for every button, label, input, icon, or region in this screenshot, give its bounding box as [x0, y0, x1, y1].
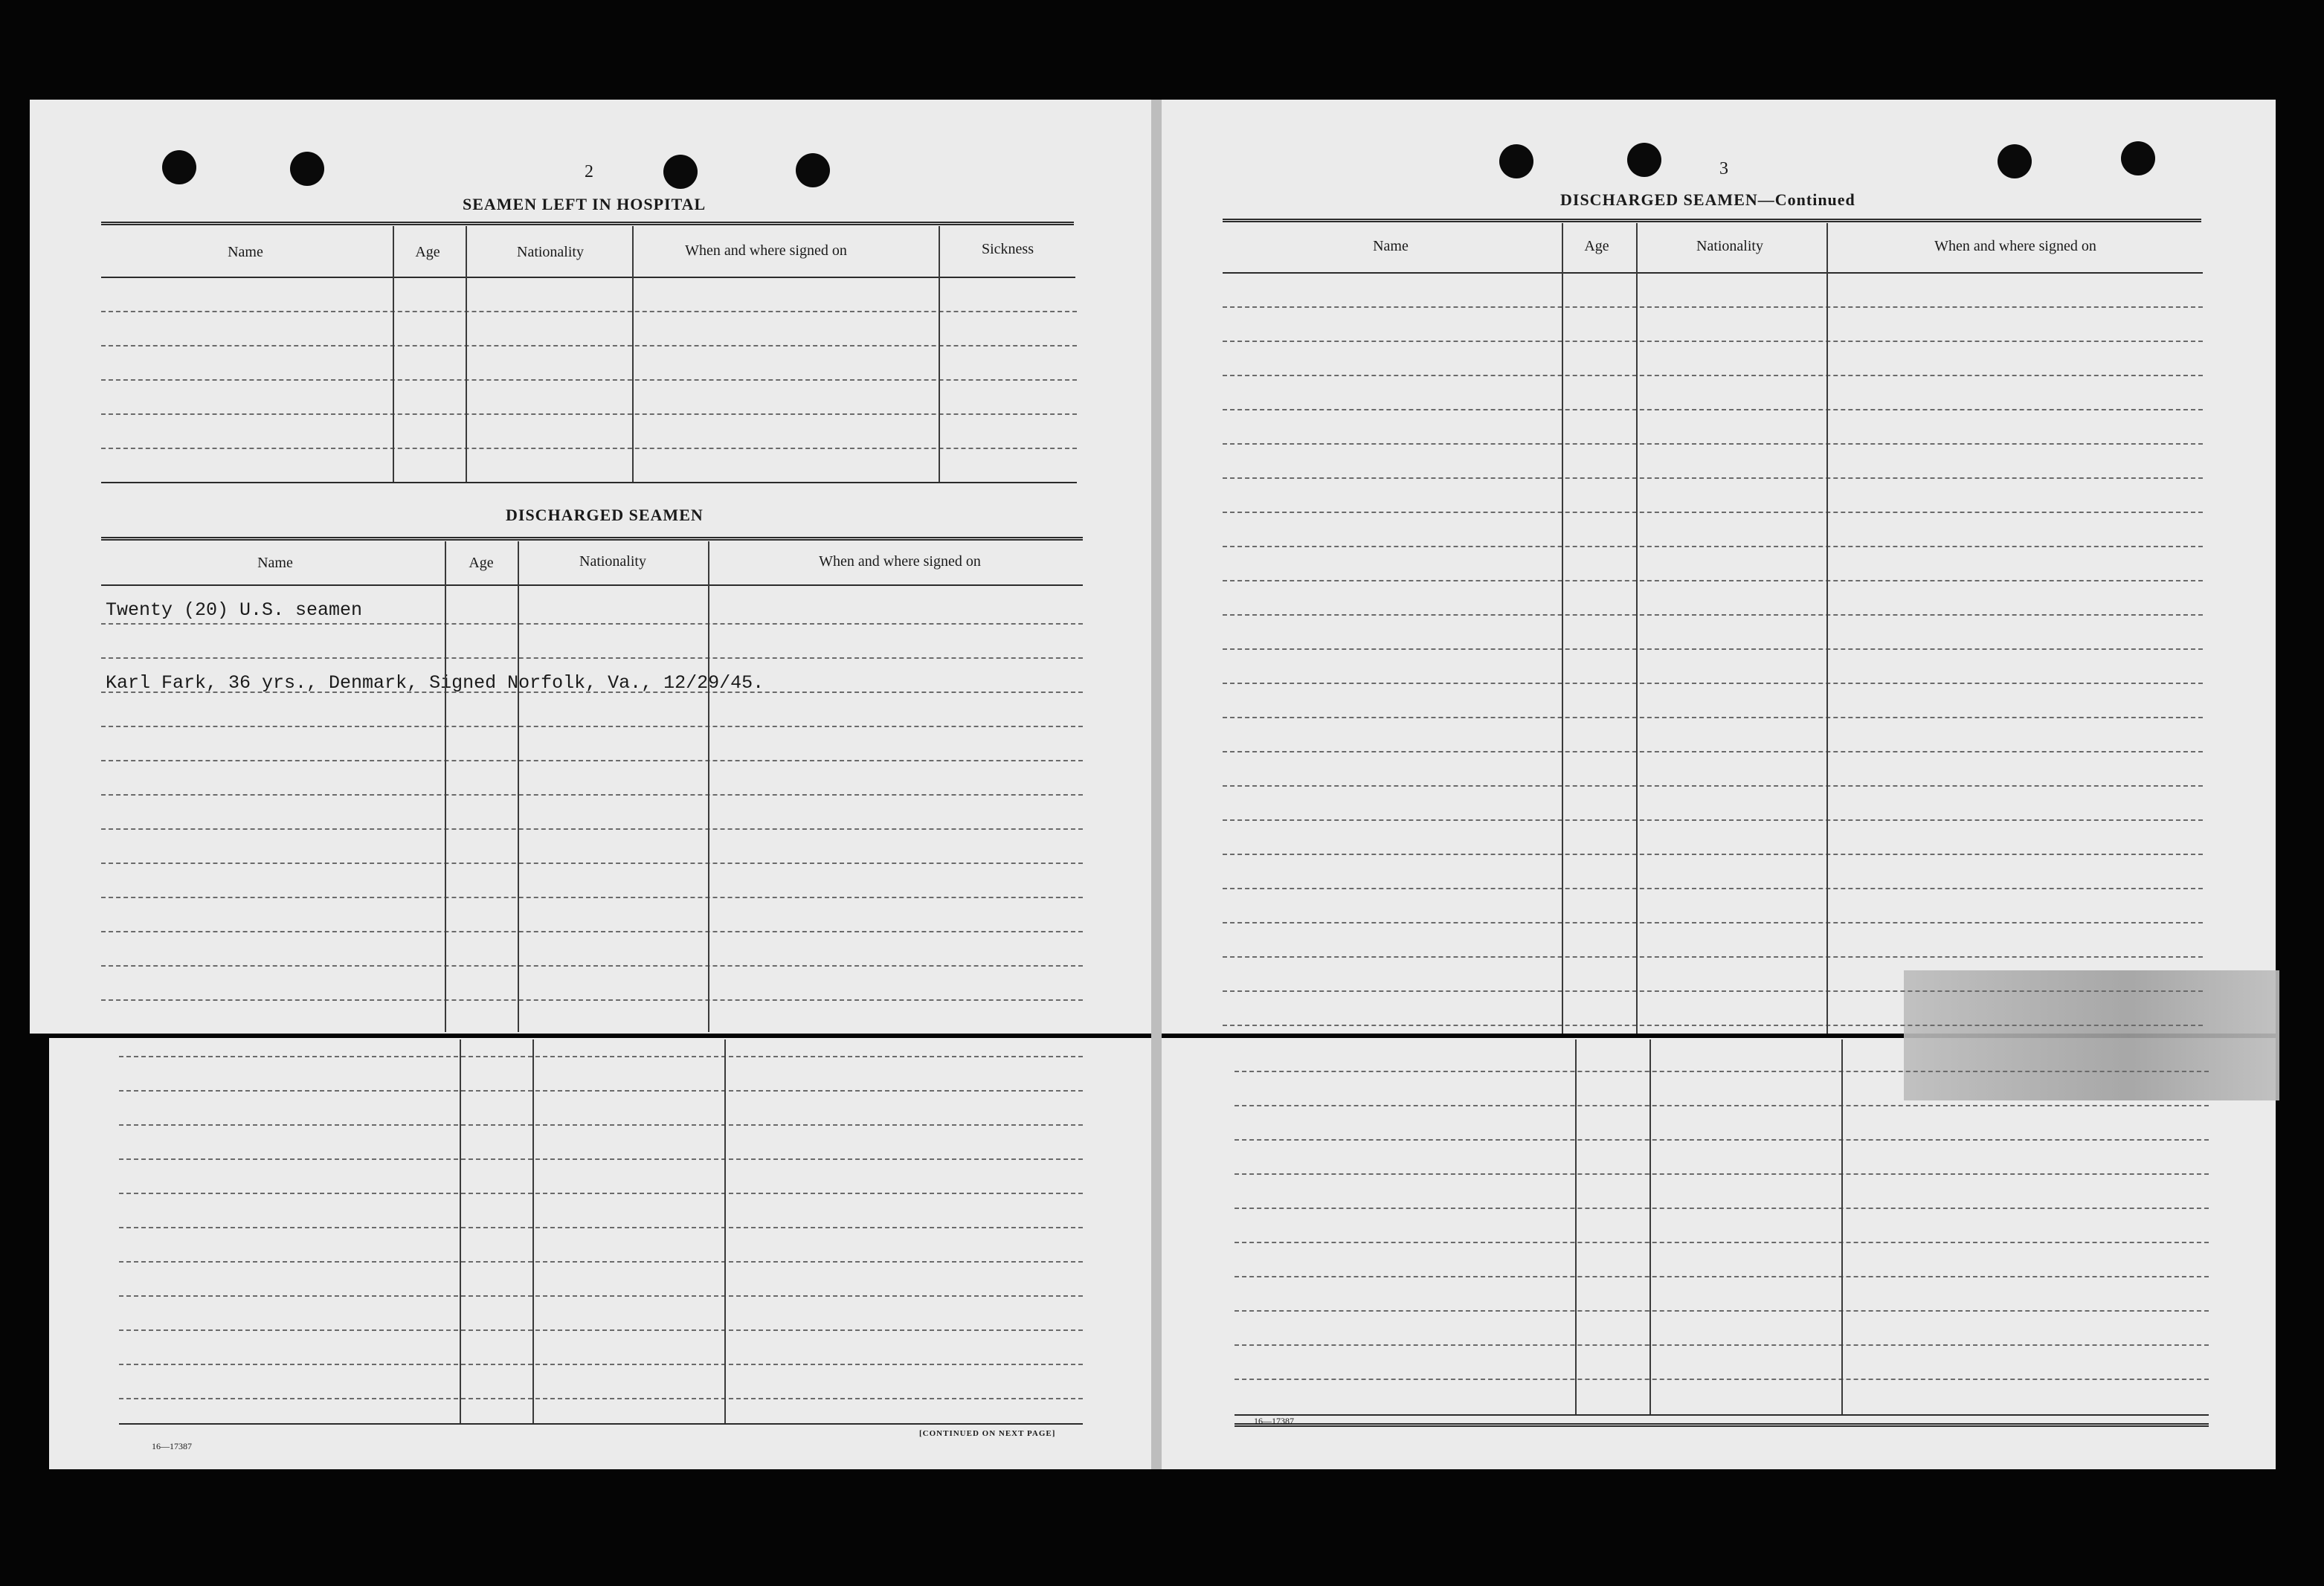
- table-top-rule: [101, 537, 1083, 543]
- row-line: [101, 623, 1083, 625]
- row-line: [119, 1329, 1083, 1331]
- column-header-name: Name: [1373, 238, 1409, 254]
- row-line: [101, 897, 1083, 898]
- column-header-age: Age: [1584, 238, 1609, 254]
- punch-hole: [290, 152, 324, 186]
- row-line: [1223, 614, 2203, 616]
- row-line: [1235, 1105, 2209, 1106]
- row-line: [1223, 409, 2203, 410]
- continued-note: [CONTINUED ON NEXT PAGE]: [919, 1429, 1056, 1438]
- row-line: [119, 1364, 1083, 1365]
- row-line: [119, 1295, 1083, 1297]
- punch-hole: [1499, 144, 1533, 178]
- header-rule: [101, 584, 1083, 586]
- center-fold: [1151, 100, 1162, 1469]
- punch-hole: [663, 155, 698, 189]
- column-divider: [1636, 223, 1638, 1034]
- row-line: [101, 379, 1077, 381]
- row-line: [1223, 648, 2203, 650]
- row-line: [119, 1398, 1083, 1399]
- table-bottom-rule: [101, 482, 1077, 483]
- row-line: [1235, 1310, 2209, 1312]
- row-line: [1223, 341, 2203, 342]
- row-line: [1223, 854, 2203, 855]
- column-divider: [1649, 1039, 1651, 1414]
- row-line: [101, 760, 1083, 761]
- row-line: [119, 1056, 1083, 1057]
- row-line: [119, 1124, 1083, 1126]
- row-line: [1223, 477, 2203, 479]
- row-line: [1223, 1025, 2203, 1026]
- punch-hole: [1627, 143, 1661, 177]
- row-line: [101, 345, 1077, 346]
- row-line: [101, 413, 1077, 415]
- column-divider: [518, 541, 519, 1032]
- row-line: [101, 657, 1083, 659]
- form-number: 16—17387: [152, 1441, 192, 1451]
- column-divider: [1826, 223, 1828, 1034]
- row-line: [119, 1090, 1083, 1092]
- row-line: [101, 863, 1083, 864]
- right-page-lower: [1160, 1038, 2276, 1469]
- column-divider: [1841, 1039, 1843, 1414]
- column-header-age: Age: [415, 244, 440, 260]
- row-line: [101, 999, 1083, 1001]
- row-line: [119, 1261, 1083, 1263]
- entry-karl-fark: Karl Fark, 36 yrs., Denmark, Signed Norfolk, Va., 12/29/45.: [106, 672, 765, 694]
- column-divider: [532, 1039, 534, 1423]
- row-line: [1223, 512, 2203, 513]
- row-line: [1223, 888, 2203, 889]
- row-line: [1223, 819, 2203, 821]
- row-line: [1235, 1139, 2209, 1141]
- row-line: [1223, 922, 2203, 923]
- row-line: [1223, 546, 2203, 547]
- row-line: [1223, 785, 2203, 787]
- table-bottom-rule: [1235, 1414, 2209, 1416]
- row-line: [1223, 306, 2203, 308]
- row-line: [1223, 683, 2203, 684]
- row-line: [1223, 717, 2203, 718]
- column-divider: [724, 1039, 726, 1423]
- row-line: [1223, 956, 2203, 958]
- punch-hole: [2121, 141, 2155, 175]
- section-title-discharged: DISCHARGED SEAMEN: [506, 506, 704, 524]
- row-line: [1223, 990, 2203, 992]
- form-number: 16—17387: [1254, 1416, 1294, 1426]
- column-header-nationality: Nationality: [517, 244, 584, 260]
- row-line: [101, 448, 1077, 449]
- table-bottom-rule: [1235, 1423, 2209, 1429]
- row-line: [101, 726, 1083, 727]
- column-divider: [1562, 223, 1563, 1034]
- punch-hole: [1998, 144, 2032, 178]
- page-number: 3: [1719, 159, 1728, 178]
- page-number: 2: [585, 162, 593, 181]
- row-line: [1235, 1208, 2209, 1209]
- header-rule: [1223, 272, 2203, 274]
- column-divider: [393, 226, 394, 482]
- header-rule: [101, 277, 1075, 278]
- column-divider: [939, 226, 940, 482]
- column-header-signed-on: When and where signed on: [819, 553, 981, 570]
- column-header-nationality: Nationality: [579, 553, 646, 570]
- row-line: [1223, 580, 2203, 581]
- torn-edge: [30, 471, 62, 548]
- section-title-hospital: SEAMEN LEFT IN HOSPITAL: [463, 195, 706, 213]
- row-line: [1235, 1071, 2209, 1072]
- row-line: [101, 828, 1083, 830]
- row-line: [101, 692, 1083, 693]
- entry-us-seamen: Twenty (20) U.S. seamen: [106, 599, 363, 621]
- row-line: [101, 931, 1083, 932]
- row-line: [101, 311, 1077, 312]
- column-header-age: Age: [469, 555, 494, 571]
- column-divider: [460, 1039, 461, 1423]
- column-divider: [1575, 1039, 1577, 1414]
- row-line: [119, 1227, 1083, 1228]
- column-header-signed-on: When and where signed on: [1934, 238, 2096, 254]
- row-line: [1223, 443, 2203, 445]
- row-line: [101, 794, 1083, 796]
- row-line: [1235, 1173, 2209, 1175]
- row-line: [1235, 1379, 2209, 1380]
- table-top-rule: [101, 222, 1074, 228]
- column-header-name: Name: [257, 555, 293, 571]
- row-line: [1223, 751, 2203, 752]
- row-line: [1235, 1276, 2209, 1277]
- section-title-discharged-continued: DISCHARGED SEAMEN—Continued: [1560, 190, 1855, 209]
- table-top-rule: [1223, 219, 2201, 225]
- column-header-name: Name: [228, 244, 263, 260]
- left-page-lower: [49, 1038, 1153, 1469]
- punch-hole: [162, 150, 196, 184]
- column-divider: [632, 226, 634, 482]
- row-line: [101, 965, 1083, 967]
- row-line: [119, 1193, 1083, 1194]
- row-line: [1235, 1242, 2209, 1243]
- punch-hole: [796, 153, 830, 187]
- row-line: [119, 1158, 1083, 1160]
- column-divider: [466, 226, 467, 482]
- row-line: [1235, 1344, 2209, 1346]
- column-header-signed-on: When and where signed on: [685, 242, 847, 259]
- column-header-sickness: Sickness: [982, 241, 1034, 257]
- column-divider: [445, 541, 446, 1032]
- column-divider: [708, 541, 709, 1032]
- row-line: [1223, 375, 2203, 376]
- column-header-nationality: Nationality: [1696, 238, 1763, 254]
- table-bottom-rule: [119, 1423, 1083, 1425]
